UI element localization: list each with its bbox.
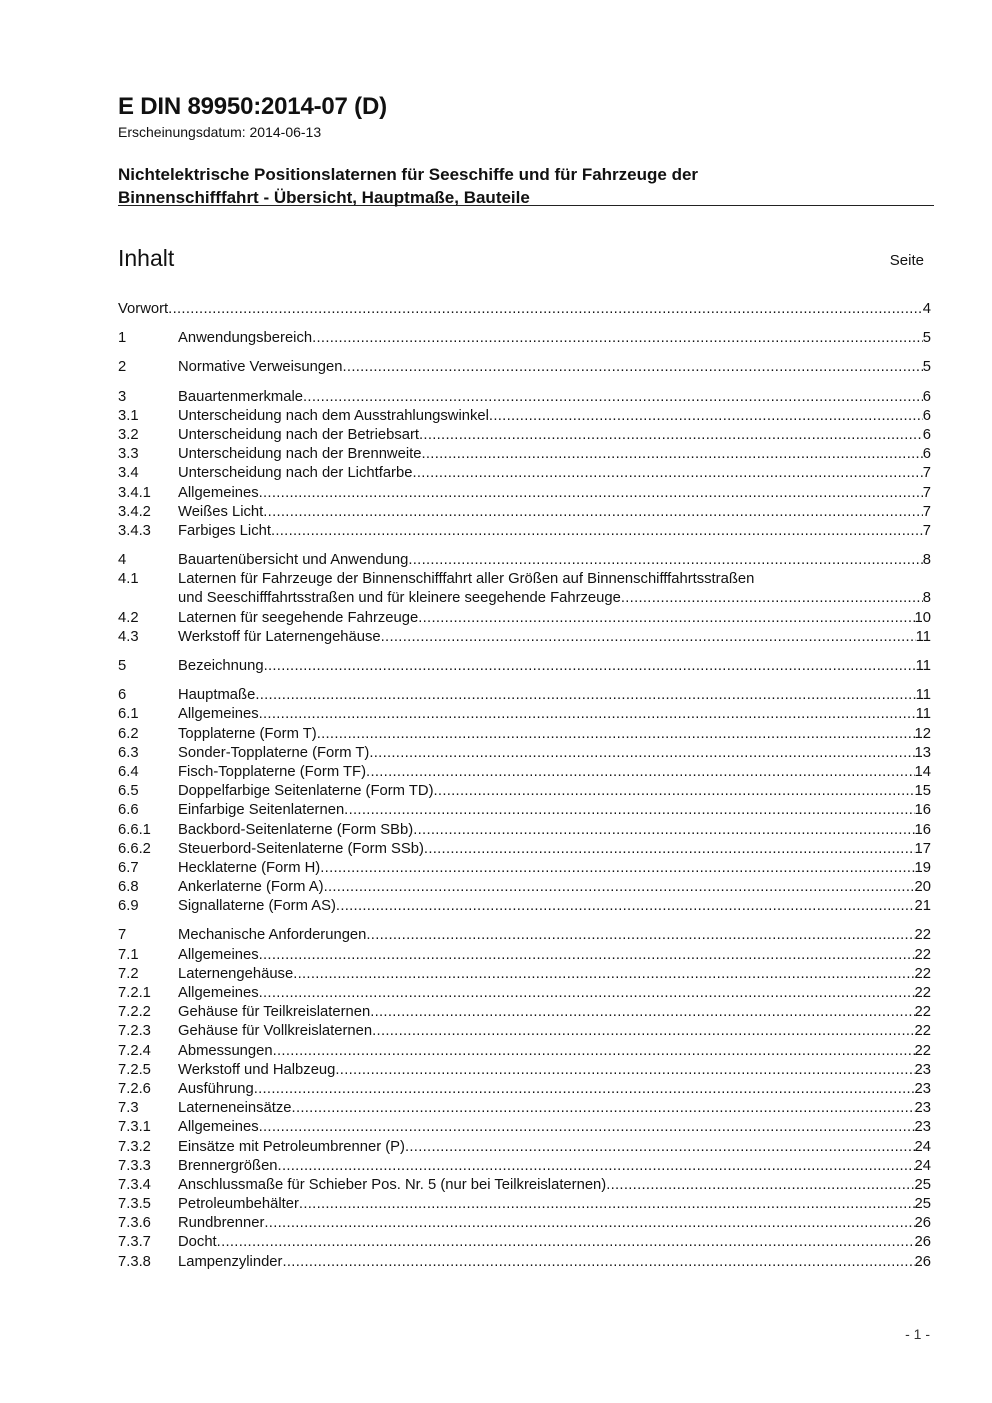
toc-entry-number: 7.3.1 bbox=[118, 1119, 151, 1136]
toc-entry-page: 24 bbox=[914, 1157, 931, 1174]
toc-entry-number: 7.3 bbox=[118, 1100, 139, 1117]
toc-entry[interactable] bbox=[118, 1022, 931, 1041]
toc-entry-page: 6 bbox=[922, 446, 931, 463]
toc-entry[interactable] bbox=[118, 1118, 931, 1137]
toc-entry-number: 6.3 bbox=[118, 744, 139, 761]
dot-leader bbox=[405, 1138, 915, 1157]
toc-entry[interactable] bbox=[118, 1195, 931, 1214]
toc-entry-title: Normative Verweisungen bbox=[178, 359, 343, 376]
toc-entry-page: 10 bbox=[914, 609, 931, 626]
toc-entry-number: 4.1 bbox=[118, 571, 139, 588]
toc-entry[interactable] bbox=[118, 503, 931, 522]
toc-entry-number: 7.3.2 bbox=[118, 1138, 151, 1155]
dot-leader bbox=[254, 1080, 915, 1099]
toc-entry[interactable] bbox=[118, 1214, 931, 1233]
dot-leader bbox=[621, 589, 923, 608]
toc-entry-number: 3.4 bbox=[118, 465, 139, 482]
toc-entry-title: Allgemeines bbox=[178, 946, 259, 963]
toc-entry-number: 3.4.1 bbox=[118, 484, 151, 501]
dot-leader bbox=[434, 782, 915, 801]
toc-entry-number: 7.2.1 bbox=[118, 985, 151, 1001]
dot-leader bbox=[366, 926, 914, 945]
toc-entry[interactable] bbox=[118, 657, 931, 676]
toc-entry-page: 22 bbox=[914, 985, 931, 1001]
dot-leader bbox=[168, 300, 923, 319]
toc-entry[interactable] bbox=[118, 965, 931, 984]
toc-entry-title: Einfarbige Seitenlaternen bbox=[178, 802, 345, 819]
toc-entry-page: 22 bbox=[914, 965, 931, 982]
dot-leader bbox=[370, 1003, 914, 1022]
toc-entry-title: Bauartenmerkmale bbox=[178, 388, 304, 405]
toc-entry-page: 5 bbox=[922, 359, 931, 376]
toc-entry[interactable] bbox=[118, 926, 931, 945]
toc-entry-page: 25 bbox=[914, 1196, 931, 1213]
toc-entry[interactable] bbox=[118, 551, 931, 570]
toc-entry-title-continued: und Seeschifffahrtsstraßen und für kleinere seegehende Fahrzeuge bbox=[178, 590, 621, 607]
toc-section-gap bbox=[118, 647, 931, 657]
toc-entry[interactable] bbox=[118, 725, 931, 744]
toc-entry-title: Bezeichnung bbox=[178, 658, 264, 674]
toc-entry[interactable] bbox=[118, 897, 931, 916]
toc-entry[interactable] bbox=[118, 570, 931, 589]
toc-entry-title: Hauptmaße bbox=[178, 687, 256, 704]
dot-leader bbox=[606, 1176, 914, 1195]
dot-leader bbox=[259, 705, 916, 724]
toc-entry-number: 3.2 bbox=[118, 426, 139, 443]
toc-entry-title: Unterscheidung nach der Lichtfarbe bbox=[178, 465, 413, 482]
toc-entry-number-empty bbox=[118, 589, 178, 608]
toc-section-gap bbox=[118, 676, 931, 686]
toc-entry-title: Unterscheidung nach dem Ausstrahlungswinkel bbox=[178, 407, 489, 424]
toc-entry[interactable] bbox=[118, 1003, 931, 1022]
toc-entry-number: 6.1 bbox=[118, 706, 139, 723]
toc-entry-number: 7.3.6 bbox=[118, 1215, 151, 1232]
toc-entry[interactable] bbox=[118, 1138, 931, 1157]
dot-leader bbox=[303, 388, 923, 407]
toc-entry-page: 26 bbox=[914, 1253, 931, 1270]
toc-entry-number: 3 bbox=[118, 388, 127, 405]
toc-entry-number: 4.2 bbox=[118, 609, 139, 626]
toc-entry-page: 23 bbox=[914, 1119, 931, 1136]
toc-entry-page: 16 bbox=[914, 802, 931, 819]
dot-leader bbox=[421, 445, 922, 464]
toc-entry-title: Allgemeines bbox=[178, 985, 259, 1001]
toc-entry-page: 8 bbox=[922, 590, 931, 607]
toc-entry-number: 3.1 bbox=[118, 407, 139, 424]
dot-leader bbox=[263, 503, 923, 522]
toc-entry[interactable] bbox=[118, 801, 931, 820]
dot-leader bbox=[259, 946, 915, 965]
dot-leader bbox=[255, 686, 915, 705]
dot-leader bbox=[489, 407, 923, 426]
toc-entry[interactable] bbox=[118, 445, 931, 464]
toc-heading: Inhalt bbox=[118, 245, 175, 271]
dot-leader bbox=[424, 840, 915, 859]
publication-date: Erscheinungsdatum: 2014-06-13 bbox=[118, 124, 322, 140]
toc-entry[interactable] bbox=[118, 358, 931, 377]
dot-leader bbox=[264, 1214, 914, 1233]
toc-entry-page: 11 bbox=[915, 628, 931, 645]
toc-entry-page: 22 bbox=[914, 1042, 931, 1059]
dot-leader bbox=[282, 1253, 914, 1272]
toc-entry-number: 7.2.5 bbox=[118, 1061, 151, 1078]
toc-entry-page: 15 bbox=[914, 783, 931, 800]
toc-entry-page: 6 bbox=[922, 388, 931, 405]
toc-entry-page: 25 bbox=[914, 1176, 931, 1193]
toc-entry[interactable] bbox=[118, 464, 931, 483]
toc-entry-number: 3.4.3 bbox=[118, 522, 151, 539]
dot-leader bbox=[259, 984, 915, 1003]
dot-leader bbox=[408, 551, 922, 570]
toc-entry-title: Anwendungsbereich bbox=[178, 330, 313, 347]
toc-entry-page: 11 bbox=[915, 658, 931, 674]
toc-entry-number: 6.7 bbox=[118, 859, 139, 876]
toc-entry-page: 7 bbox=[922, 503, 931, 520]
toc-entry-number: 6.4 bbox=[118, 763, 139, 780]
toc-section-gap bbox=[118, 378, 931, 388]
toc-entry-page: 6 bbox=[922, 407, 931, 424]
toc-entry-title: Laternen für Fahrzeuge der Binnenschifffahrt aller Größen auf Binnenschifffahrtsstraßen bbox=[178, 571, 755, 588]
toc-entry-title: Gehäuse für Vollkreislaternen bbox=[178, 1023, 373, 1040]
toc-entry-title: Unterscheidung nach der Betriebsart bbox=[178, 426, 419, 443]
toc-entry-page: 6 bbox=[922, 426, 931, 443]
toc-entry[interactable] bbox=[118, 1042, 931, 1061]
dot-leader bbox=[372, 1022, 914, 1041]
toc-entry-title: Laterneneinsätze bbox=[178, 1100, 292, 1117]
toc-entry-title: Abmessungen bbox=[178, 1042, 273, 1059]
dot-leader bbox=[369, 744, 914, 763]
header-divider bbox=[118, 205, 934, 206]
toc-entry-page: 13 bbox=[914, 744, 931, 761]
toc-entry[interactable] bbox=[118, 984, 931, 1003]
toc-entry[interactable] bbox=[118, 878, 931, 897]
toc-entry-title: Unterscheidung nach der Brennweite bbox=[178, 446, 422, 463]
document-subject bbox=[118, 163, 934, 209]
toc-entry-title: Laternengehäuse bbox=[178, 965, 294, 982]
toc-entry-title: Doppelfarbige Seitenlaterne (Form TD) bbox=[178, 783, 434, 800]
table-of-contents bbox=[118, 300, 931, 1272]
dot-leader bbox=[312, 329, 923, 348]
toc-entry-page: 22 bbox=[914, 1004, 931, 1021]
toc-entry-number: 6.9 bbox=[118, 898, 139, 915]
dot-leader bbox=[271, 522, 923, 541]
toc-entry[interactable] bbox=[118, 946, 931, 965]
toc-entry-title: Anschlussmaße für Schieber Pos. Nr. 5 (nur bei Teilkreislaternen) bbox=[178, 1176, 607, 1193]
toc-entry-title: Werkstoff und Halbzeug bbox=[178, 1061, 336, 1078]
toc-entry-title: Sonder-Topplaterne (Form T) bbox=[178, 744, 370, 761]
toc-entry-title: Ankerlaterne (Form A) bbox=[178, 879, 324, 896]
toc-entry-title: Backbord-Seitenlaterne (Form SBb) bbox=[178, 821, 414, 838]
toc-entry-number: 7.2.6 bbox=[118, 1080, 151, 1097]
toc-entry-number: 7.3.8 bbox=[118, 1253, 151, 1270]
toc-entry-number: 1 bbox=[118, 330, 127, 347]
dot-leader bbox=[335, 1061, 914, 1080]
toc-entry-title: Topplaterne (Form T) bbox=[178, 725, 317, 742]
toc-entry-number: 7.2.3 bbox=[118, 1023, 151, 1040]
toc-entry-title: Vorwort bbox=[118, 301, 169, 317]
toc-entry-page: 8 bbox=[922, 552, 931, 569]
toc-entry-page: 22 bbox=[914, 927, 931, 944]
toc-entry-page: 26 bbox=[914, 1234, 931, 1251]
dot-leader bbox=[273, 1042, 915, 1061]
toc-entry[interactable] bbox=[118, 329, 931, 348]
document-subject-line-1: Nichtelektrische Positionslaternen für Seeschiffe und für Fahrzeuge der bbox=[118, 165, 699, 184]
document-header bbox=[118, 93, 934, 209]
toc-entry-title: Lampenzylinder bbox=[178, 1253, 283, 1270]
toc-entry-page: 21 bbox=[914, 898, 931, 915]
toc-entry-page: 11 bbox=[915, 706, 931, 723]
toc-entry-number: 3.3 bbox=[118, 446, 139, 463]
toc-entry-number: 5 bbox=[118, 658, 127, 674]
toc-entry-title: Laternen für seegehende Fahrzeuge bbox=[178, 609, 419, 626]
toc-entry-page: 19 bbox=[914, 859, 931, 876]
dot-leader bbox=[381, 628, 916, 647]
toc-entry-number: 2 bbox=[118, 359, 127, 376]
dot-leader bbox=[293, 965, 914, 984]
toc-entry-title: Werkstoff für Laternengehäuse bbox=[178, 628, 381, 645]
toc-entry-title: Farbiges Licht bbox=[178, 522, 271, 539]
toc-entry-number: 7.2 bbox=[118, 965, 139, 982]
toc-entry-number: 7.3.5 bbox=[118, 1196, 151, 1213]
toc-entry[interactable] bbox=[118, 1061, 931, 1080]
toc-entry[interactable] bbox=[118, 1253, 931, 1272]
dot-leader bbox=[264, 657, 916, 676]
dot-leader bbox=[217, 1233, 915, 1252]
toc-entry-number: 6.6.2 bbox=[118, 840, 151, 857]
toc-entry-title: Gehäuse für Teilkreislaternen bbox=[178, 1004, 371, 1021]
toc-entry[interactable] bbox=[118, 744, 931, 763]
dot-leader bbox=[299, 1195, 915, 1214]
toc-entry-title: Ausführung bbox=[178, 1080, 254, 1097]
document-subject-line-2: Binnenschifffahrt - Übersicht, Hauptmaße, Bauteile bbox=[118, 188, 530, 207]
toc-entry-title: Fisch-Topplaterne (Form TF) bbox=[178, 763, 367, 780]
toc-entry-page: 23 bbox=[914, 1080, 931, 1097]
dot-leader bbox=[292, 1099, 915, 1118]
toc-entry-page: 20 bbox=[914, 879, 931, 896]
toc-entry[interactable] bbox=[118, 484, 931, 503]
toc-entry-title: Allgemeines bbox=[178, 706, 259, 723]
toc-entry-page: 26 bbox=[914, 1215, 931, 1232]
toc-entry-title: Einsätze mit Petroleumbrenner (P) bbox=[178, 1138, 405, 1155]
toc-entry-number: 7.2.2 bbox=[118, 1004, 151, 1021]
toc-entry-title: Steuerbord-Seitenlaterne (Form SSb) bbox=[178, 840, 424, 857]
toc-entry-page: 23 bbox=[914, 1100, 931, 1117]
toc-entry[interactable] bbox=[118, 782, 931, 801]
dot-leader bbox=[320, 859, 914, 878]
dot-leader bbox=[366, 763, 915, 782]
toc-entry-page: 23 bbox=[914, 1061, 931, 1078]
toc-entry[interactable] bbox=[118, 1099, 931, 1118]
toc-section-gap bbox=[118, 541, 931, 551]
toc-entry-continuation[interactable] bbox=[118, 589, 931, 608]
toc-entry-number: 7.3.4 bbox=[118, 1176, 151, 1193]
toc-page-column-label: Seite bbox=[889, 252, 924, 269]
toc-entry-number: 7.3.3 bbox=[118, 1157, 151, 1174]
toc-entry[interactable] bbox=[118, 388, 931, 407]
toc-entry-title: Petroleumbehälter bbox=[178, 1196, 299, 1213]
toc-entry[interactable] bbox=[118, 407, 931, 426]
toc-entry[interactable] bbox=[118, 522, 931, 541]
dot-leader bbox=[259, 1118, 915, 1137]
dot-leader bbox=[317, 725, 915, 744]
toc-entry-number: 7.2.4 bbox=[118, 1042, 151, 1059]
toc-entry-number: 3.4.2 bbox=[118, 503, 151, 520]
toc-entry-number: 4.3 bbox=[118, 628, 139, 645]
toc-entry-page: 16 bbox=[914, 821, 931, 838]
toc-entry-page: 7 bbox=[922, 484, 931, 501]
dot-leader bbox=[324, 878, 915, 897]
toc-entry-page: 14 bbox=[914, 763, 931, 780]
toc-entry[interactable] bbox=[118, 705, 931, 724]
toc-entry-title: Docht bbox=[178, 1234, 217, 1251]
toc-entry-title: Allgemeines bbox=[178, 484, 259, 501]
dot-leader bbox=[344, 801, 914, 820]
toc-section-gap bbox=[118, 319, 931, 329]
toc-section-gap bbox=[118, 916, 931, 926]
dot-leader bbox=[418, 609, 914, 628]
toc-entry-number: 6.6 bbox=[118, 802, 139, 819]
toc-entry[interactable] bbox=[118, 300, 931, 319]
toc-entry-number: 6 bbox=[118, 687, 127, 704]
toc-entry-page: 22 bbox=[914, 1023, 931, 1040]
toc-entry-page: 24 bbox=[914, 1138, 931, 1155]
document-title: E DIN 89950:2014-07 (D) bbox=[118, 93, 387, 120]
toc-entry-number: 6.2 bbox=[118, 725, 139, 742]
toc-entry-number: 6.6.1 bbox=[118, 821, 151, 838]
toc-entry-page: 11 bbox=[915, 687, 931, 704]
toc-entry[interactable] bbox=[118, 1157, 931, 1176]
toc-entry-number: 4 bbox=[118, 552, 127, 569]
toc-entry[interactable] bbox=[118, 426, 931, 445]
toc-entry-title: Brennergrößen bbox=[178, 1157, 278, 1174]
toc-entry-title: Rundbrenner bbox=[178, 1215, 265, 1232]
toc-entry[interactable] bbox=[118, 1080, 931, 1099]
dot-leader bbox=[412, 464, 922, 483]
toc-entry[interactable] bbox=[118, 1176, 931, 1195]
toc-entry-number: 7.3.7 bbox=[118, 1234, 151, 1251]
toc-entry[interactable] bbox=[118, 821, 931, 840]
toc-entry[interactable] bbox=[118, 1233, 931, 1252]
toc-entry-page: 17 bbox=[914, 840, 931, 857]
toc-entry-number: 6.5 bbox=[118, 783, 139, 800]
dot-leader bbox=[278, 1157, 915, 1176]
toc-entry[interactable] bbox=[118, 628, 931, 647]
dot-leader bbox=[259, 484, 923, 503]
toc-entry-page: 5 bbox=[922, 330, 931, 347]
toc-entry[interactable] bbox=[118, 859, 931, 878]
toc-entry[interactable] bbox=[118, 609, 931, 628]
page-number: - 1 - bbox=[905, 1326, 930, 1342]
toc-entry-title: Allgemeines bbox=[178, 1119, 259, 1136]
toc-entry-number: 7.1 bbox=[118, 946, 139, 963]
toc-entry-title: Bauartenübersicht und Anwendung bbox=[178, 552, 409, 569]
toc-entry[interactable] bbox=[118, 840, 931, 859]
toc-entry-title: Hecklaterne (Form H) bbox=[178, 859, 321, 876]
toc-entry[interactable] bbox=[118, 686, 931, 705]
toc-entry-page: 4 bbox=[922, 301, 931, 317]
toc-entry-number: 6.8 bbox=[118, 879, 139, 896]
toc-entry-page: 7 bbox=[922, 465, 931, 482]
toc-entry[interactable] bbox=[118, 763, 931, 782]
dot-leader bbox=[336, 897, 915, 916]
toc-entry-title: Mechanische Anforderungen bbox=[178, 927, 367, 944]
toc-entry-title: Weißes Licht bbox=[178, 503, 264, 520]
toc-entry-title: Signallaterne (Form AS) bbox=[178, 898, 336, 915]
toc-section-gap bbox=[118, 348, 931, 358]
toc-entry-page: 12 bbox=[914, 725, 931, 742]
dot-leader bbox=[343, 358, 923, 377]
toc-entry-number: 7 bbox=[118, 927, 127, 944]
dot-leader bbox=[419, 426, 923, 445]
toc-entry-page: 22 bbox=[914, 946, 931, 963]
dot-leader bbox=[413, 821, 914, 840]
toc-entry-page: 7 bbox=[922, 522, 931, 539]
